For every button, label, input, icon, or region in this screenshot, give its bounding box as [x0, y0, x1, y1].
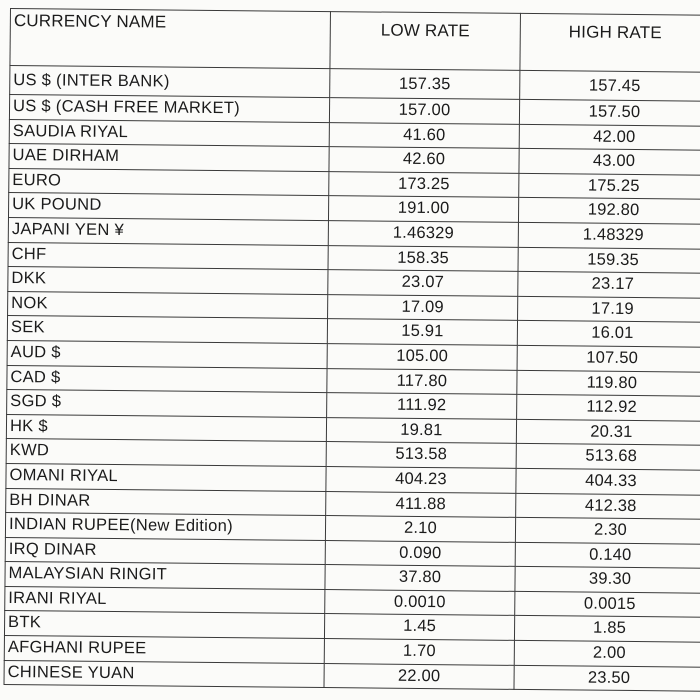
low-rate-cell: 173.25 [329, 171, 519, 197]
currency-name-header: CURRENCY NAME [10, 9, 331, 69]
high-rate-cell: 23.17 [518, 272, 700, 298]
currency-name-cell: SGD $ [7, 390, 327, 418]
currency-name-cell: CHF [8, 242, 328, 270]
low-rate-cell: 1.45 [324, 614, 514, 640]
high-rate-cell: 43.00 [519, 149, 700, 175]
high-rate-cell: 157.50 [519, 99, 700, 125]
low-rate-cell: 19.81 [326, 417, 516, 443]
high-rate-cell: 412.38 [516, 493, 700, 519]
low-rate-cell: 37.80 [325, 565, 515, 591]
low-rate-cell: 1.70 [324, 639, 514, 665]
currency-name-cell: US $ (INTER BANK) [10, 66, 330, 98]
currency-name-cell: UAE DIRHAM [9, 144, 329, 172]
currency-name-cell: DKK [8, 267, 328, 295]
low-rate-cell: 2.10 [325, 516, 515, 542]
low-rate-cell: 158.35 [328, 245, 518, 271]
currency-rate-table [3, 8, 700, 692]
currency-name-cell: CHINESE YUAN [4, 660, 324, 688]
currency-name-cell: US $ (CASH FREE MARKET) [9, 95, 329, 123]
low-rate-cell: 22.00 [324, 663, 514, 689]
high-rate-cell: 39.30 [515, 567, 700, 593]
high-rate-cell: 1.85 [514, 616, 700, 642]
low-rate-cell: 111.92 [327, 393, 517, 419]
high-rate-cell: 0.0015 [515, 591, 700, 617]
high-rate-cell: 42.00 [519, 124, 700, 150]
high-rate-cell: 192.80 [518, 198, 700, 224]
high-rate-cell: 159.35 [518, 247, 700, 273]
currency-name-cell: SEK [7, 316, 327, 344]
low-rate-cell: 23.07 [328, 270, 518, 296]
low-rate-cell: 404.23 [326, 466, 516, 492]
high-rate-cell: 16.01 [517, 321, 700, 347]
low-rate-cell: 1.46329 [328, 221, 518, 247]
low-rate-cell: 0.0010 [325, 589, 515, 615]
low-rate-cell: 15.91 [327, 319, 517, 345]
currency-name-cell: BTK [4, 611, 324, 639]
currency-name-cell: NOK [8, 291, 328, 319]
low-rate-cell: 0.090 [325, 540, 515, 566]
header-row [10, 9, 700, 73]
high-rate-cell: 2.30 [515, 517, 700, 543]
high-rate-cell: 119.80 [517, 370, 700, 396]
low-rate-cell: 41.60 [329, 122, 519, 148]
currency-name-cell: BH DINAR [6, 488, 326, 516]
low-rate-cell: 411.88 [326, 491, 516, 517]
currency-name-cell: AFGHANI RUPEE [4, 636, 324, 664]
high-rate-cell: 17.19 [518, 296, 700, 322]
currency-name-cell: KWD [6, 439, 326, 467]
currency-name-cell: HK $ [6, 414, 326, 442]
currency-name-cell: JAPANI YEN ¥ [8, 217, 328, 245]
table-body [4, 66, 700, 692]
high-rate-cell: 0.140 [515, 542, 700, 568]
currency-name-cell: IRANI RIYAL [5, 586, 325, 614]
currency-name-cell: CAD $ [7, 365, 327, 393]
high-rate-header: HIGH RATE [520, 13, 700, 72]
low-rate-cell: 117.80 [327, 368, 517, 394]
currency-name-cell: IRQ DINAR [5, 537, 325, 565]
low-rate-cell: 105.00 [327, 343, 517, 369]
currency-name-cell: MALAYSIAN RINGIT [5, 562, 325, 590]
high-rate-cell: 175.25 [519, 173, 700, 199]
low-rate-cell: 513.58 [326, 442, 516, 468]
high-rate-cell: 107.50 [517, 345, 700, 371]
currency-name-cell: EURO [9, 168, 329, 196]
currency-name-cell: SAUDIA RIYAL [9, 119, 329, 147]
currency-name-cell: INDIAN RUPEE(New Edition) [5, 513, 325, 541]
low-rate-cell: 191.00 [328, 196, 518, 222]
currency-name-cell: OMANI RIYAL [6, 463, 326, 491]
low-rate-cell: 157.00 [329, 98, 519, 124]
high-rate-cell: 404.33 [516, 468, 700, 494]
low-rate-cell: 17.09 [328, 294, 518, 320]
table-header [10, 9, 700, 73]
high-rate-cell: 157.45 [520, 70, 700, 101]
currency-name-cell: AUD $ [7, 340, 327, 368]
high-rate-cell: 2.00 [514, 640, 700, 666]
high-rate-cell: 112.92 [517, 395, 700, 421]
low-rate-cell: 157.35 [330, 69, 520, 100]
currency-name-cell: UK POUND [8, 193, 328, 221]
high-rate-cell: 1.48329 [518, 222, 700, 248]
high-rate-cell: 23.50 [514, 665, 700, 691]
low-rate-header: LOW RATE [330, 12, 521, 71]
low-rate-cell: 42.60 [329, 147, 519, 173]
high-rate-cell: 20.31 [516, 419, 700, 445]
high-rate-cell: 513.68 [516, 444, 700, 470]
